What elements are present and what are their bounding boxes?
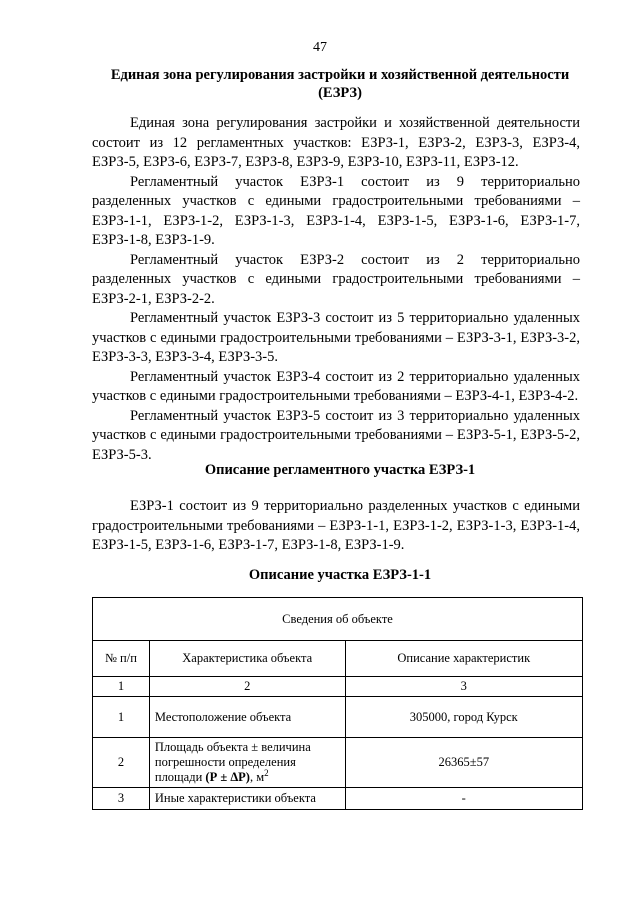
intro-text: [92, 114, 580, 465]
object-info-table: [92, 597, 583, 810]
paragraph: Регламентный участок ЕЗРЗ-1 состоит из 9 территориально разделенных участков с едиными градостроительными требованиями – ЕЗРЗ-1-1, ЕЗРЗ-1-2, ЕЗРЗ-1-3, ЕЗРЗ-1-4, ЕЗРЗ-1-5, ЕЗРЗ-1-6, ЕЗРЗ-1-7, ЕЗРЗ-1-8, ЕЗРЗ-1-9.: [92, 173, 580, 248]
row-number-cell: 1: [93, 697, 150, 738]
characteristic-cell: Местоположение объекта: [149, 697, 345, 738]
characteristic-cell: [149, 738, 345, 788]
characteristic-text: Площадь объекта ± величина погрешности определения площади: [154, 740, 311, 784]
column-number-cell: 1: [93, 677, 150, 697]
area-formula: (Р ± ΔР): [205, 770, 250, 784]
characteristic-cell: Иные характеристики объекта: [149, 788, 345, 810]
description-cell: 305000, город Курск: [345, 697, 582, 738]
row-number-cell: 3: [93, 788, 150, 810]
page-title: [60, 66, 620, 102]
column-number-cell: 3: [345, 677, 582, 697]
table-header-cell: № п/п: [93, 641, 150, 677]
table-header-cell: Описание характеристик: [345, 641, 582, 677]
page-title-line-1: Единая зона регулирования застройки и хозяйственной деятельности: [110, 67, 570, 83]
paragraph: Регламентный участок ЕЗРЗ-4 состоит из 2 территориально удаленных участков с едиными градостроительными требованиями – ЕЗРЗ-4-1, ЕЗРЗ-4-2.: [92, 368, 580, 404]
area-unit: , м: [249, 770, 265, 784]
table-header-cell: Характеристика объекта: [149, 641, 345, 677]
description-cell: -: [345, 788, 582, 810]
paragraph: Регламентный участок ЕЗРЗ-3 состоит из 5 территориально удаленных участков с едиными градостроительными требованиями – ЕЗРЗ-3-1, ЕЗРЗ-3-2, ЕЗРЗ-3-3, ЕЗРЗ-3-4, ЕЗРЗ-3-5.: [92, 310, 580, 365]
column-number-cell: 2: [149, 677, 345, 697]
table-caption: Сведения об объекте: [93, 598, 583, 641]
page-title-line-2: (ЕЗРЗ): [318, 85, 362, 101]
unit-superscript: 2: [264, 767, 269, 778]
section-heading: Описание регламентного участка ЕЗРЗ-1: [204, 462, 476, 478]
paragraph: Регламентный участок ЕЗРЗ-5 состоит из 3 территориально удаленных участков с едиными градостроительными требованиями – ЕЗРЗ-5-1, ЕЗРЗ-5-2, ЕЗРЗ-5-3.: [92, 407, 580, 463]
paragraph: Единая зона регулирования застройки и хозяйственной деятельности состоит из 12 регламентных участков: ЕЗРЗ-1, ЕЗРЗ-2, ЕЗРЗ-3, ЕЗРЗ-4, ЕЗРЗ-5, ЕЗРЗ-6, ЕЗРЗ-7, ЕЗРЗ-8, ЕЗРЗ-9, ЕЗРЗ-10, ЕЗРЗ-11, ЕЗРЗ-12.: [92, 115, 580, 170]
row-number-cell: 2: [93, 738, 150, 788]
table-row: [93, 697, 583, 738]
page-number: 47: [313, 40, 327, 55]
description-cell: 26365±57: [345, 738, 582, 788]
table-row: [93, 738, 583, 788]
paragraph: Регламентный участок ЕЗРЗ-2 состоит из 2 территориально разделенных участков с едиными градостроительными требованиями – ЕЗРЗ-2-1, ЕЗРЗ-2-2.: [92, 251, 580, 307]
subsection-heading: Описание участка ЕЗРЗ-1-1: [248, 567, 432, 583]
table-row: [93, 788, 583, 810]
section-text: [92, 497, 580, 556]
paragraph: ЕЗРЗ-1 состоит из 9 территориально разделенных участков с едиными градостроительными требованиями – ЕЗРЗ-1-1, ЕЗРЗ-1-2, ЕЗРЗ-1-3, ЕЗРЗ-1-4, ЕЗРЗ-1-5, ЕЗРЗ-1-6, ЕЗРЗ-1-7, ЕЗРЗ-1-8, ЕЗРЗ-1-9.: [92, 498, 580, 553]
